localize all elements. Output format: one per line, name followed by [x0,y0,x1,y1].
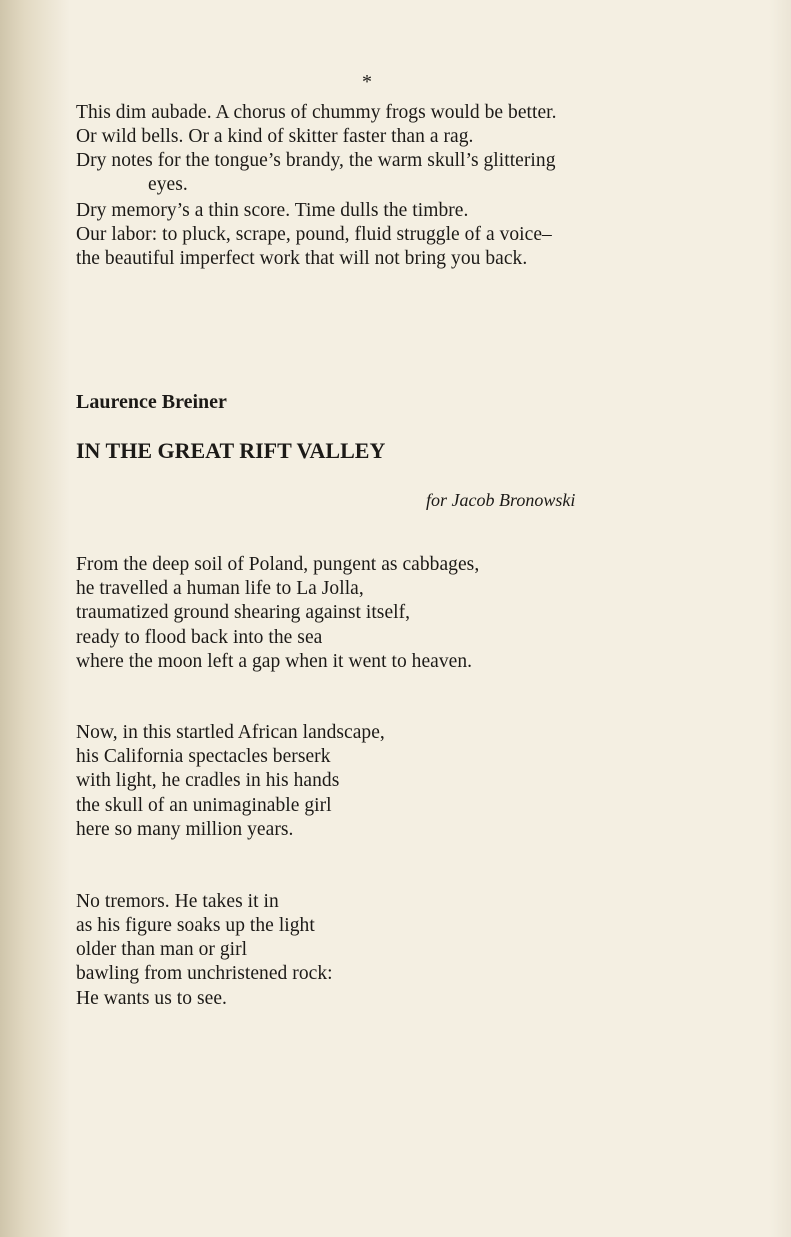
stanza-2-line: here so many million years. [76,819,294,840]
page-edge [769,0,791,1237]
stanza-2-line: Now, in this startled African landscape, [76,722,385,743]
stanza-3-line: No tremors. He takes it in [76,891,279,912]
section-asterisk: * [362,71,372,93]
prior-poem-line: Dry notes for the tongue’s brandy, the warm skull’s glittering [76,150,556,171]
stanza-2-line: the skull of an unimaginable girl [76,795,332,816]
stanza-3-line: as his figure soaks up the light [76,915,315,936]
page-gutter-shadow [0,0,70,1237]
prior-poem-line-continuation: eyes. [148,174,188,195]
prior-poem-line: Our labor: to pluck, scrape, pound, fluid struggle of a voice– [76,224,552,245]
stanza-1-line: traumatized ground shearing against itself, [76,602,411,623]
prior-poem-line: the beautiful imperfect work that will not bring you back. [76,248,528,269]
prior-poem-line: Dry memory’s a thin score. Time dulls the timbre. [76,200,469,221]
stanza-2-line: his California spectacles berserk [76,746,331,767]
stanza-3-line: older than man or girl [76,939,248,960]
stanza-2-line: with light, he cradles in his hands [76,770,340,791]
stanza-1-line: ready to flood back into the sea [76,627,323,648]
prior-poem-line: This dim aubade. A chorus of chummy frogs would be better. [76,102,557,123]
stanza-3-line: He wants us to see. [76,988,227,1009]
stanza-1-line: he travelled a human life to La Jolla, [76,578,364,599]
stanza-1-line: where the moon left a gap when it went to heaven. [76,651,473,672]
poem-author: Laurence Breiner [76,391,227,413]
stanza-1-line: From the deep soil of Poland, pungent as cabbages, [76,554,480,575]
prior-poem-line: Or wild bells. Or a kind of skitter faster than a rag. [76,126,474,147]
stanza-3-line: bawling from unchristened rock: [76,963,333,984]
poem-title: IN THE GREAT RIFT VALLEY [76,438,386,463]
poem-dedication: for Jacob Bronowski [426,490,576,510]
